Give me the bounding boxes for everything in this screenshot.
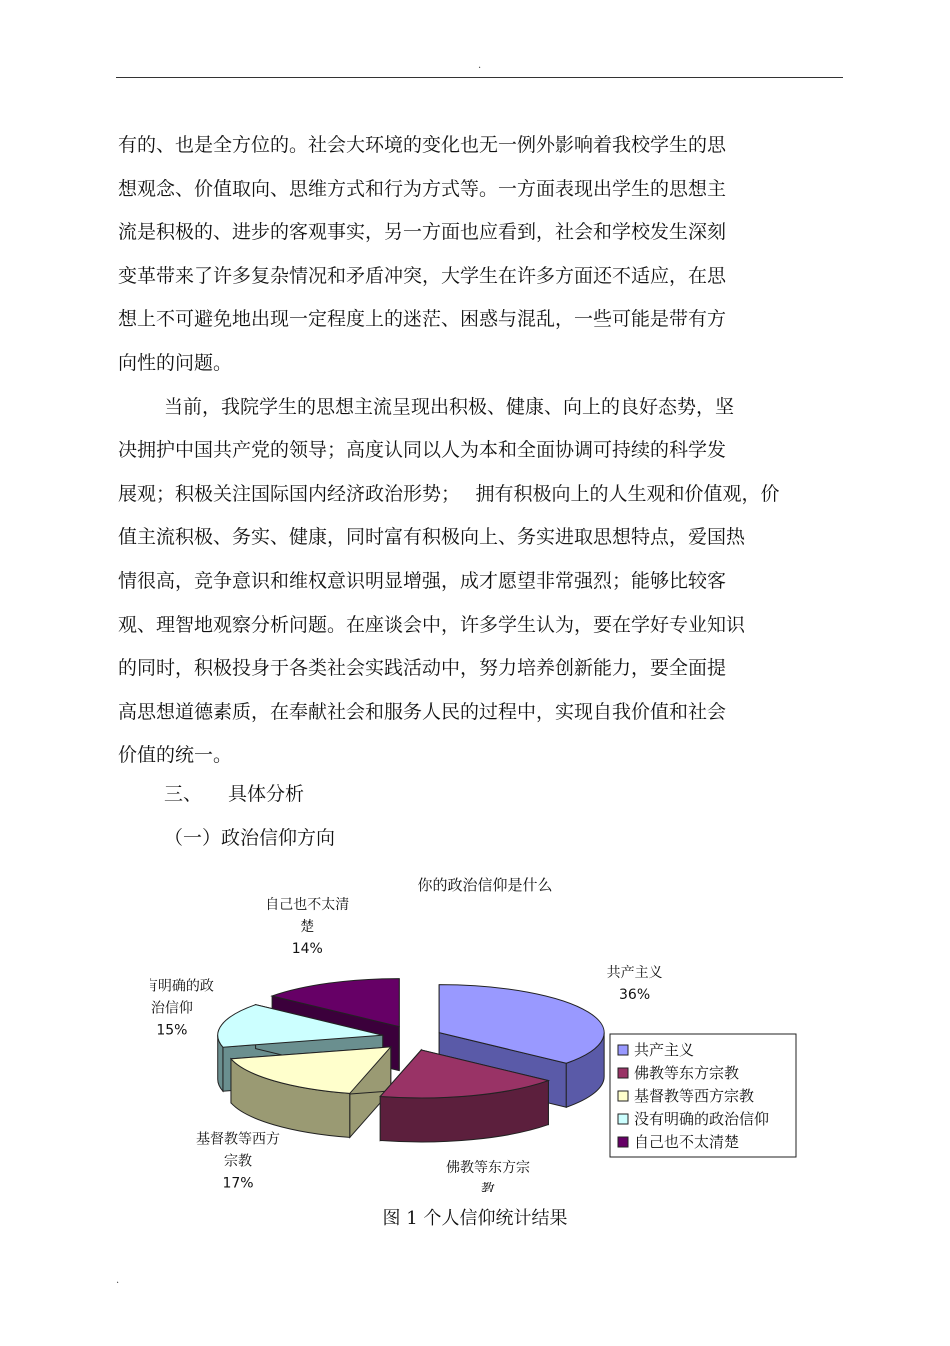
section-number: 三、 (164, 783, 203, 805)
legend-swatch (618, 1091, 628, 1101)
header-mark: . (478, 60, 482, 71)
text-line: 值主流积极、务实、健康，同时富有积极向上、务实进取思想特点，爱国热 (118, 526, 746, 549)
slice-category-label: 自己也不太清 (265, 897, 350, 914)
text-line: 展观；积极关注国际国内经济政治形势； 拥有积极向上的人生观和价值观，价 (118, 482, 780, 505)
slice-category-label: 有明确的政 (150, 978, 214, 995)
slice-category-label: 治信仰 (150, 1000, 193, 1017)
subsection-heading: （一）政治信仰方向 (164, 827, 336, 849)
text-line: 价值的统一。 (118, 744, 233, 767)
text-line: 当前，我院学生的思想主流呈现出积极、健康、向上的良好态势，坚 (164, 395, 735, 418)
paragraph-2 (118, 386, 838, 778)
slice-percent-label: 14% (291, 941, 323, 958)
legend-label: 佛教等东方宗教 (634, 1064, 740, 1082)
figure-caption: 图 1 个人信仰统计结果 (382, 1208, 568, 1229)
slice-category-label: 楚 (300, 919, 315, 936)
slice-category-label: 宗教 (224, 1153, 253, 1170)
slice-category-label: 共产主义 (606, 964, 663, 981)
text-line: 变革带来了许多复杂情况和矛盾冲突，大学生在许多方面还不适应，在思 (118, 264, 727, 287)
text-line: 决拥护中国共产党的领导；高度认同以人为本和全面协调可持续的科学发 (118, 439, 727, 462)
text-line: 情很高，竞争意识和维权意识明显增强，成才愿望非常强烈；能够比较客 (118, 569, 727, 592)
section-heading (164, 779, 304, 806)
legend-swatch (618, 1045, 628, 1055)
text-line: 有的、也是全方位的。社会大环境的变化也无一例外影响着我校学生的思 (118, 134, 727, 156)
legend-label: 没有明确的政治信仰 (634, 1110, 770, 1128)
section-title: 具体分析 (228, 783, 305, 805)
legend-swatch (618, 1068, 628, 1078)
legend-label: 基督教等西方宗教 (634, 1087, 755, 1105)
text-line: 高思想道德素质，在奉献社会和服务人民的过程中，实现自我价值和社会 (118, 700, 727, 723)
text-line: 流是积极的、进步的客观事实，另一方面也应看到，社会和学校发生深刻 (118, 221, 727, 244)
paragraph-1 (118, 124, 838, 386)
chart-title: 你的政治信仰是什么 (417, 876, 553, 894)
text-line: 想观念、价值取向、思维方式和行为方式等。一方面表现出学生的思想主 (118, 177, 727, 200)
text-line: 想上不可避免地出现一定程度上的迷茫、困惑与混乱，一些可能是带有方 (118, 308, 727, 331)
slice-percent-label: 36% (619, 986, 651, 1003)
legend-swatch (618, 1137, 628, 1147)
body-text (118, 124, 838, 778)
text-line: 的同时，积极投身于各类社会实践活动中，努力培养创新能力，要全面提 (118, 657, 727, 680)
pie-chart (150, 862, 810, 1192)
legend-label: 共产主义 (634, 1041, 695, 1059)
footer-mark: . (116, 1275, 120, 1286)
legend-swatch (618, 1114, 628, 1124)
slice-category-label: 佛教等东方宗 (446, 1160, 531, 1177)
slice-category-label: 基督教等西方 (196, 1131, 281, 1148)
pie-chart-svg (150, 862, 810, 1192)
text-line: 观、理智地观察分析问题。在座谈会中，许多学生认为，要在学好专业知识 (118, 613, 746, 636)
slice-percent-label: 17% (222, 1175, 254, 1192)
pie-slice (231, 1047, 391, 1137)
text-line: 向性的问题。 (118, 351, 233, 374)
slice-percent-label: 15% (156, 1022, 188, 1039)
header-rule (116, 77, 843, 78)
legend-label: 自己也不太清楚 (634, 1133, 740, 1151)
slice-category-label: 教 (481, 1182, 496, 1192)
